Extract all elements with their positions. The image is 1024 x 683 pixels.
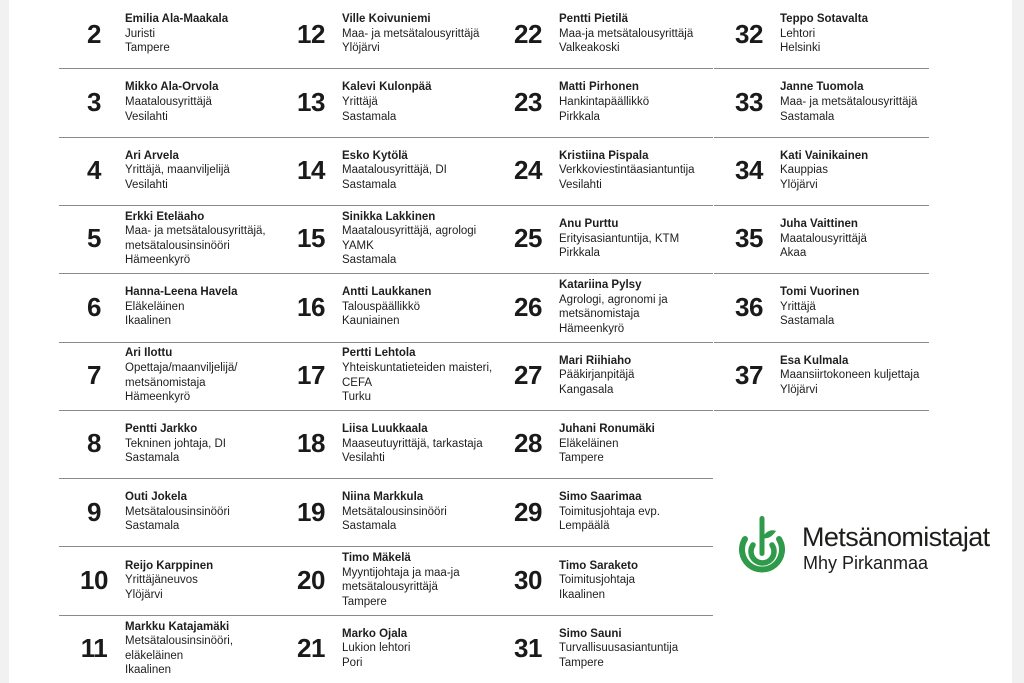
candidate-number: 17 bbox=[297, 360, 325, 390]
row-divider bbox=[493, 410, 713, 411]
logo-title: Metsänomistajat bbox=[802, 522, 990, 552]
candidate-detail: Talouspäällikkö bbox=[342, 300, 420, 313]
candidate-detail: Vesilahti bbox=[125, 178, 168, 191]
candidate-number: 12 bbox=[297, 18, 325, 49]
candidate-name: Teppo Sotavalta bbox=[780, 13, 868, 26]
candidate-entry bbox=[286, 137, 496, 205]
candidate-number: 13 bbox=[297, 86, 325, 117]
candidate-entry bbox=[69, 615, 279, 683]
candidate-info bbox=[342, 273, 502, 341]
candidate-info bbox=[342, 342, 502, 410]
candidate-entry bbox=[503, 137, 713, 205]
candidate-entry bbox=[69, 273, 279, 341]
candidate-name: Simo Saarimaa bbox=[559, 491, 642, 504]
candidate-detail: Hämeenkyrö bbox=[125, 254, 191, 267]
candidate-detail: Maa- ja metsätalousyrittäjä bbox=[780, 96, 918, 108]
candidate-number: 6 bbox=[87, 291, 101, 322]
candidate-name: Niina Markkula bbox=[342, 491, 424, 504]
candidate-detail: Yrittäjä bbox=[342, 96, 378, 108]
candidate-name: Ville Koivuniemi bbox=[342, 13, 431, 26]
candidate-detail: Sastamala bbox=[125, 520, 180, 533]
row-divider bbox=[714, 68, 929, 69]
candidate-number: 3 bbox=[87, 86, 101, 117]
candidate-number: 14 bbox=[297, 155, 325, 186]
candidate-entry bbox=[286, 0, 496, 68]
candidate-number: 5 bbox=[87, 223, 101, 254]
candidate-entry bbox=[503, 342, 713, 410]
candidate-detail: Maatalousyrittäjä, DI bbox=[342, 164, 447, 177]
candidate-detail: Vesilahti bbox=[342, 452, 385, 465]
candidate-detail: Ikaalinen bbox=[125, 664, 172, 677]
candidate-name: Ari Arvela bbox=[125, 149, 179, 162]
candidate-detail: metsätalousinsinööri bbox=[125, 239, 230, 252]
candidate-detail: YAMK bbox=[342, 239, 374, 252]
candidate-name: Janne Tuomola bbox=[780, 81, 864, 94]
candidate-info bbox=[559, 137, 719, 205]
candidate-detail: Juristi bbox=[125, 27, 156, 40]
candidate-entry bbox=[69, 546, 279, 614]
candidate-name: Mari Riihiaho bbox=[559, 354, 632, 367]
row-divider bbox=[493, 478, 713, 479]
candidate-name: Juha Vaittinen bbox=[780, 218, 858, 230]
candidate-number: 30 bbox=[514, 564, 542, 595]
candidate-info bbox=[125, 205, 285, 273]
candidate-detail: eläkeläinen bbox=[125, 649, 184, 662]
row-divider bbox=[276, 137, 496, 138]
candidate-entry bbox=[503, 546, 713, 614]
candidate-detail: Tekninen johtaja, DI bbox=[125, 437, 227, 450]
candidate-number: 21 bbox=[297, 633, 325, 664]
candidate-detail: Kangasala bbox=[559, 383, 614, 396]
candidate-detail: Sastamala bbox=[125, 452, 180, 465]
candidate-detail: Hankintapäällikkö bbox=[559, 96, 650, 108]
candidate-number: 35 bbox=[735, 223, 763, 254]
candidate-name: Timo Mäkelä bbox=[342, 552, 411, 565]
candidate-number: 7 bbox=[87, 360, 101, 390]
candidate-detail: Myyntijohtaja ja maa-ja bbox=[342, 566, 460, 579]
row-divider bbox=[493, 68, 713, 69]
candidate-number: 11 bbox=[80, 633, 108, 664]
candidate-entry bbox=[503, 205, 713, 273]
candidate-detail: Ylöjärvi bbox=[342, 42, 380, 55]
candidate-detail: Maa-ja metsätalousyrittäjä bbox=[559, 27, 694, 40]
candidate-number: 2 bbox=[87, 18, 101, 49]
candidate-name: Tomi Vuorinen bbox=[780, 286, 860, 299]
candidate-info bbox=[780, 137, 940, 205]
candidate-info bbox=[125, 478, 285, 546]
candidate-detail: Toimitusjohtaja bbox=[559, 574, 636, 587]
candidate-info bbox=[125, 273, 285, 341]
candidate-info bbox=[559, 273, 719, 341]
candidate-detail: CEFA bbox=[342, 376, 373, 389]
candidate-detail: Sastamala bbox=[342, 520, 397, 533]
candidate-info bbox=[780, 342, 940, 410]
candidate-name: Mikko Ala-Orvola bbox=[125, 81, 219, 94]
candidate-name: Kati Vainikainen bbox=[780, 149, 869, 162]
candidate-detail: Valkeakoski bbox=[559, 42, 620, 55]
candidate-name: Katariina Pylsy bbox=[559, 279, 642, 291]
row-divider bbox=[59, 342, 279, 343]
candidate-number: 37 bbox=[735, 360, 763, 390]
candidate-detail: Verkkoviestintäasiantuntija bbox=[559, 164, 695, 177]
candidate-info bbox=[559, 342, 719, 410]
row-divider bbox=[714, 273, 929, 274]
candidate-name: Marko Ojala bbox=[342, 627, 408, 640]
candidate-entry bbox=[724, 342, 934, 410]
candidate-info bbox=[559, 410, 719, 478]
candidate-detail: Vesilahti bbox=[559, 178, 602, 191]
candidate-entry bbox=[69, 68, 279, 136]
candidate-info bbox=[342, 68, 502, 136]
candidate-detail: Maatalousyrittäjä, agrologi bbox=[342, 225, 477, 238]
candidate-entry bbox=[69, 0, 279, 68]
candidate-entry bbox=[503, 273, 713, 341]
candidate-info bbox=[780, 273, 940, 341]
candidate-number: 16 bbox=[297, 291, 325, 322]
candidate-detail: Ikaalinen bbox=[559, 588, 606, 601]
candidate-number: 22 bbox=[514, 18, 542, 49]
candidate-detail: Tampere bbox=[342, 595, 387, 608]
candidate-info bbox=[559, 615, 719, 683]
candidate-entry bbox=[286, 205, 496, 273]
candidate-name: Simo Sauni bbox=[559, 627, 622, 640]
candidate-entry bbox=[503, 478, 713, 546]
candidate-entry bbox=[286, 273, 496, 341]
candidate-name: Anu Purttu bbox=[559, 218, 619, 230]
candidate-number: 27 bbox=[514, 360, 542, 390]
row-divider bbox=[714, 342, 929, 343]
row-divider bbox=[493, 137, 713, 138]
candidate-entry bbox=[724, 68, 934, 136]
candidate-number: 34 bbox=[735, 155, 763, 186]
candidate-entry bbox=[69, 342, 279, 410]
candidate-detail: Maaseutuyrittäjä, tarkastaja bbox=[342, 437, 483, 450]
candidate-name: Reijo Karppinen bbox=[125, 559, 214, 572]
candidate-number: 9 bbox=[87, 496, 101, 527]
candidate-info bbox=[559, 0, 719, 68]
candidate-entry bbox=[286, 410, 496, 478]
candidate-detail: Ylöjärvi bbox=[780, 383, 818, 396]
candidate-info bbox=[125, 546, 285, 614]
candidate-info bbox=[780, 68, 940, 136]
candidate-info bbox=[559, 205, 719, 273]
row-divider bbox=[276, 478, 496, 479]
candidate-detail: Yrittäjä bbox=[780, 300, 816, 313]
row-divider bbox=[276, 546, 496, 547]
candidate-info bbox=[780, 0, 940, 68]
candidate-entry bbox=[503, 410, 713, 478]
candidate-detail: Sastamala bbox=[780, 315, 835, 328]
candidate-number: 25 bbox=[514, 223, 542, 254]
candidate-detail: Ylöjärvi bbox=[125, 588, 163, 601]
candidate-detail: Metsätalousinsinööri, bbox=[125, 635, 234, 648]
candidate-detail: Kauniainen bbox=[342, 315, 400, 328]
row-divider bbox=[276, 342, 496, 343]
row-divider bbox=[493, 273, 713, 274]
candidate-entry bbox=[286, 342, 496, 410]
candidate-detail: Agrologi, agronomi ja bbox=[559, 293, 668, 306]
candidate-detail: Lempäälä bbox=[559, 520, 610, 533]
candidate-entry bbox=[286, 615, 496, 683]
candidate-detail: Pääkirjanpitäjä bbox=[559, 369, 635, 382]
candidate-detail: Ikaalinen bbox=[125, 315, 172, 328]
candidate-detail: Sastamala bbox=[342, 254, 397, 267]
candidate-info bbox=[125, 137, 285, 205]
candidate-number: 20 bbox=[297, 564, 325, 595]
candidate-info bbox=[125, 615, 285, 683]
candidate-detail: Pirkkala bbox=[559, 247, 600, 260]
candidate-info bbox=[342, 0, 502, 68]
row-divider bbox=[493, 205, 713, 206]
candidate-detail: Akaa bbox=[780, 247, 807, 260]
candidate-name: Pentti Jarkko bbox=[125, 422, 198, 435]
candidate-number: 4 bbox=[87, 155, 101, 186]
candidate-name: Erkki Eteläaho bbox=[125, 210, 205, 223]
candidate-detail: Metsätalousinsinööri bbox=[125, 505, 230, 518]
candidate-entry bbox=[503, 615, 713, 683]
candidate-number: 29 bbox=[514, 496, 542, 527]
candidate-detail: Hämeenkyrö bbox=[559, 322, 625, 335]
row-divider bbox=[59, 273, 279, 274]
candidate-detail: Sastamala bbox=[342, 178, 397, 191]
candidate-name: Markku Katajamäki bbox=[125, 620, 230, 633]
candidate-info bbox=[342, 546, 502, 614]
candidate-entry bbox=[724, 273, 934, 341]
candidate-detail: Metsätalousinsinööri bbox=[342, 505, 447, 518]
candidate-number: 32 bbox=[735, 18, 763, 49]
candidate-number: 24 bbox=[514, 155, 542, 186]
row-divider bbox=[714, 205, 929, 206]
row-divider bbox=[276, 273, 496, 274]
candidate-detail: Yhteiskuntatieteiden maisteri, bbox=[342, 361, 493, 374]
candidate-info bbox=[342, 205, 502, 273]
candidate-name: Esko Kytölä bbox=[342, 149, 408, 162]
candidate-name: Matti Pirhonen bbox=[559, 81, 639, 94]
candidate-name: Outi Jokela bbox=[125, 491, 187, 504]
candidate-entry bbox=[69, 137, 279, 205]
organization-logo bbox=[738, 512, 1012, 580]
candidate-info bbox=[559, 546, 719, 614]
candidate-number: 31 bbox=[514, 633, 542, 664]
candidate-detail: Yrittäjä, maanviljelijä bbox=[125, 164, 230, 177]
candidate-detail: metsänomistaja bbox=[125, 376, 206, 389]
candidate-info bbox=[342, 410, 502, 478]
candidate-name: Juhani Ronumäki bbox=[559, 422, 655, 435]
candidate-info bbox=[559, 68, 719, 136]
row-divider bbox=[276, 615, 496, 616]
candidate-name: Timo Saraketo bbox=[559, 559, 639, 572]
candidate-number: 18 bbox=[297, 428, 325, 459]
candidate-name: Kalevi Kulonpää bbox=[342, 81, 432, 94]
candidate-number: 10 bbox=[80, 564, 108, 595]
candidate-number: 19 bbox=[297, 496, 325, 527]
candidate-detail: Eläkeläinen bbox=[125, 300, 185, 313]
candidate-info bbox=[342, 478, 502, 546]
row-divider bbox=[59, 68, 279, 69]
candidate-detail: Tampere bbox=[125, 42, 170, 55]
candidate-info bbox=[342, 615, 502, 683]
candidate-detail: Yrittäjäneuvos bbox=[125, 574, 198, 587]
candidate-entry bbox=[503, 0, 713, 68]
candidate-name: Ari Ilottu bbox=[125, 347, 173, 360]
forest-owner-logo-icon bbox=[738, 512, 794, 576]
candidate-name: Emilia Ala-Maakala bbox=[125, 13, 229, 26]
row-divider bbox=[276, 68, 496, 69]
row-divider bbox=[276, 410, 496, 411]
candidate-detail: Helsinki bbox=[780, 42, 821, 55]
candidate-detail: Maa- ja metsätalousyrittäjä, bbox=[125, 225, 266, 238]
candidate-entry bbox=[69, 205, 279, 273]
candidate-name: Pertti Lehtola bbox=[342, 347, 416, 360]
candidate-number: 28 bbox=[514, 428, 542, 459]
row-divider bbox=[59, 615, 279, 616]
candidate-info bbox=[559, 478, 719, 546]
candidate-info bbox=[125, 68, 285, 136]
candidate-detail: Tampere bbox=[559, 452, 604, 465]
row-divider bbox=[714, 410, 929, 411]
row-divider bbox=[59, 410, 279, 411]
candidate-entry bbox=[69, 410, 279, 478]
row-divider bbox=[59, 205, 279, 206]
candidate-detail: Opettaja/maanviljelijä/ bbox=[125, 361, 238, 374]
candidate-detail: Eläkeläinen bbox=[559, 437, 619, 450]
candidate-detail: Maa- ja metsätalousyrittäjä bbox=[342, 27, 480, 40]
candidate-name: Sinikka Lakkinen bbox=[342, 210, 436, 223]
candidate-name: Pentti Pietilä bbox=[559, 13, 629, 26]
candidate-detail: Lukion lehtori bbox=[342, 642, 411, 655]
candidate-detail: Maatalousyrittäjä bbox=[125, 96, 212, 108]
candidate-name: Kristiina Pispala bbox=[559, 149, 649, 162]
candidate-entry bbox=[724, 0, 934, 68]
candidate-number: 33 bbox=[735, 86, 763, 117]
logo-subtitle: Mhy Pirkanmaa bbox=[803, 553, 929, 573]
candidate-detail: Pirkkala bbox=[559, 110, 600, 123]
candidate-info bbox=[125, 0, 285, 68]
candidate-detail: Sastamala bbox=[342, 110, 397, 123]
candidate-detail: Hämeenkyrö bbox=[125, 391, 191, 404]
row-divider bbox=[59, 478, 279, 479]
candidate-detail: Vesilahti bbox=[125, 110, 168, 123]
row-divider bbox=[493, 546, 713, 547]
candidate-detail: Tampere bbox=[559, 656, 604, 669]
row-divider bbox=[276, 205, 496, 206]
row-divider bbox=[59, 546, 279, 547]
candidate-info bbox=[125, 342, 285, 410]
candidate-entry bbox=[286, 68, 496, 136]
candidate-detail: Lehtori bbox=[780, 27, 816, 40]
candidate-detail: metsänomistaja bbox=[559, 308, 640, 321]
candidate-detail: Maatalousyrittäjä bbox=[780, 232, 867, 245]
candidate-entry bbox=[286, 478, 496, 546]
candidate-number: 36 bbox=[735, 291, 763, 322]
candidate-number: 23 bbox=[514, 86, 542, 117]
candidate-info bbox=[125, 410, 285, 478]
candidate-detail: Ylöjärvi bbox=[780, 178, 818, 191]
candidate-detail: metsätalousyrittäjä bbox=[342, 581, 438, 594]
candidate-detail: Pori bbox=[342, 656, 363, 669]
candidate-detail: Toimitusjohtaja evp. bbox=[559, 505, 660, 518]
candidate-detail: Sastamala bbox=[780, 110, 835, 123]
candidate-detail: Turvallisuusasiantuntija bbox=[559, 642, 679, 655]
row-divider bbox=[59, 137, 279, 138]
candidate-number: 8 bbox=[87, 428, 101, 459]
row-divider bbox=[714, 137, 929, 138]
candidate-entry bbox=[724, 137, 934, 205]
candidate-name: Antti Laukkanen bbox=[342, 286, 432, 299]
candidate-list-sheet bbox=[9, 0, 1012, 683]
candidate-number: 15 bbox=[297, 223, 325, 254]
row-divider bbox=[493, 615, 713, 616]
candidate-entry bbox=[503, 68, 713, 136]
candidate-detail: Erityisasiantuntija, KTM bbox=[559, 232, 680, 245]
candidate-detail: Kauppias bbox=[780, 164, 828, 177]
candidate-info bbox=[342, 137, 502, 205]
candidate-info bbox=[780, 205, 940, 273]
candidate-number: 26 bbox=[514, 291, 542, 322]
candidate-entry bbox=[286, 546, 496, 614]
candidate-entry bbox=[69, 478, 279, 546]
candidate-detail: Turku bbox=[342, 391, 371, 404]
candidate-name: Esa Kulmala bbox=[780, 354, 849, 367]
candidate-entry bbox=[724, 205, 934, 273]
candidate-name: Liisa Luukkaala bbox=[342, 422, 428, 435]
row-divider bbox=[493, 342, 713, 343]
candidate-detail: Maansiirtokoneen kuljettaja bbox=[780, 369, 920, 382]
candidate-name: Hanna-Leena Havela bbox=[125, 286, 238, 299]
